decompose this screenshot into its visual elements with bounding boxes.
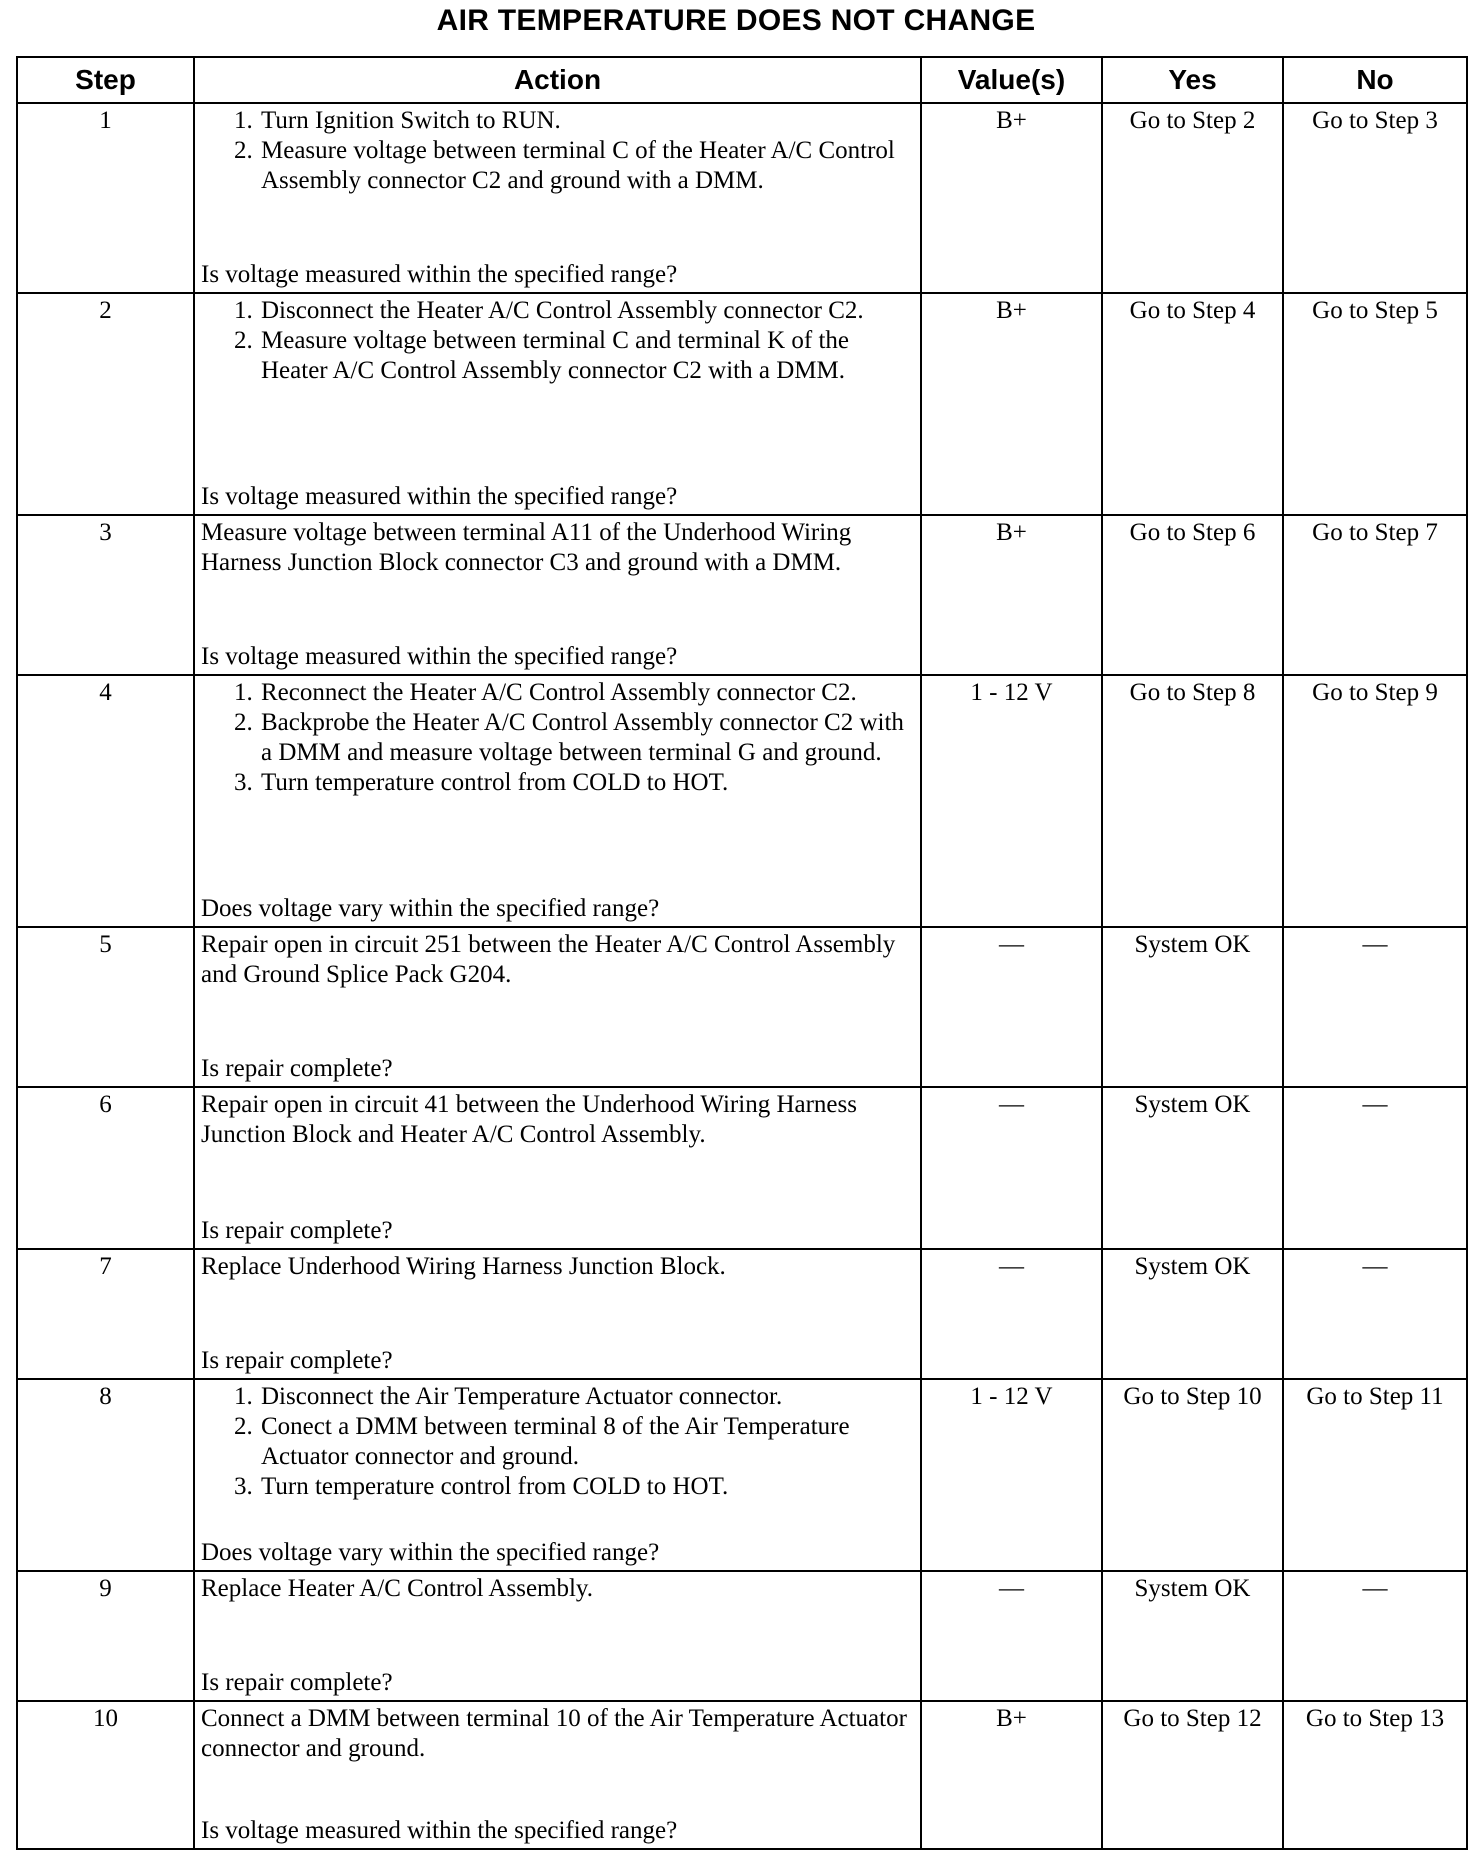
yes-cell: Go to Step 2 bbox=[1102, 103, 1283, 293]
table-row bbox=[17, 1571, 1467, 1701]
action-step-list bbox=[201, 678, 914, 798]
action-cell bbox=[194, 103, 921, 293]
action-instructions bbox=[201, 518, 914, 578]
values-cell: B+ bbox=[921, 515, 1102, 675]
action-question: Is voltage measured within the specified range? bbox=[201, 1817, 678, 1844]
action-question: Is voltage measured within the specified range? bbox=[201, 643, 678, 670]
action-question: Does voltage vary within the specified range? bbox=[201, 895, 660, 922]
header-yes: Yes bbox=[1102, 57, 1283, 103]
table-body bbox=[17, 103, 1467, 1849]
action-text: Replace Underhood Wiring Harness Junction Block. bbox=[201, 1253, 726, 1280]
table-row bbox=[17, 293, 1467, 515]
no-cell: Go to Step 11 bbox=[1283, 1379, 1467, 1571]
action-text: Replace Heater A/C Control Assembly. bbox=[201, 1575, 594, 1602]
action-step-item: 2. Measure voltage between terminal C of the Heater A/C Control Assembly connector C2 and ground with a DMM. bbox=[259, 136, 914, 196]
action-cell bbox=[194, 927, 921, 1087]
action-content bbox=[201, 1090, 914, 1246]
action-step-item: 1. Disconnect the Heater A/C Control Assembly connector C2. bbox=[259, 296, 914, 326]
yes-cell: Go to Step 10 bbox=[1102, 1379, 1283, 1571]
no-cell: Go to Step 7 bbox=[1283, 515, 1467, 675]
action-step-list bbox=[201, 296, 914, 386]
action-cell bbox=[194, 675, 921, 927]
action-step-list bbox=[201, 106, 914, 196]
yes-cell: System OK bbox=[1102, 1087, 1283, 1249]
table-row bbox=[17, 1087, 1467, 1249]
diagnostic-table bbox=[16, 56, 1468, 1850]
action-content bbox=[201, 518, 914, 672]
action-question: Is repair complete? bbox=[201, 1217, 393, 1244]
action-instructions bbox=[201, 1574, 914, 1604]
step-number-cell: 1 bbox=[17, 103, 194, 293]
yes-cell: System OK bbox=[1102, 1571, 1283, 1701]
action-cell bbox=[194, 1701, 921, 1849]
action-question: Is repair complete? bbox=[201, 1669, 393, 1696]
step-number-cell: 9 bbox=[17, 1571, 194, 1701]
action-text: Connect a DMM between terminal 10 of the Air Temperature Actuator connector and ground. bbox=[201, 1705, 907, 1762]
action-question: Is repair complete? bbox=[201, 1347, 393, 1374]
no-cell: — bbox=[1283, 927, 1467, 1087]
action-cell bbox=[194, 1571, 921, 1701]
page-title: AIR TEMPERATURE DOES NOT CHANGE bbox=[436, 4, 1036, 37]
action-step-item: 1. Turn Ignition Switch to RUN. bbox=[259, 106, 914, 136]
values-cell: 1 - 12 V bbox=[921, 1379, 1102, 1571]
action-step-item: 3. Turn temperature control from COLD to HOT. bbox=[259, 768, 914, 798]
action-instructions bbox=[201, 1252, 914, 1282]
action-content bbox=[201, 1252, 914, 1376]
values-cell: — bbox=[921, 1571, 1102, 1701]
table-row bbox=[17, 103, 1467, 293]
action-cell bbox=[194, 1087, 921, 1249]
action-step-list bbox=[201, 1382, 914, 1502]
yes-cell: Go to Step 8 bbox=[1102, 675, 1283, 927]
action-step-item: 2. Conect a DMM between terminal 8 of the Air Temperature Actuator connector and ground. bbox=[259, 1412, 914, 1472]
step-number-cell: 6 bbox=[17, 1087, 194, 1249]
action-question: Is voltage measured within the specified range? bbox=[201, 261, 678, 288]
values-cell: — bbox=[921, 927, 1102, 1087]
no-cell: Go to Step 5 bbox=[1283, 293, 1467, 515]
action-cell bbox=[194, 1379, 921, 1571]
values-cell: B+ bbox=[921, 1701, 1102, 1849]
action-content bbox=[201, 1574, 914, 1698]
yes-cell: Go to Step 6 bbox=[1102, 515, 1283, 675]
table-row bbox=[17, 675, 1467, 927]
header-no: No bbox=[1283, 57, 1467, 103]
action-content bbox=[201, 296, 914, 512]
action-step-item: 1. Reconnect the Heater A/C Control Assembly connector C2. bbox=[259, 678, 914, 708]
step-number-cell: 5 bbox=[17, 927, 194, 1087]
action-text: Repair open in circuit 251 between the Heater A/C Control Assembly and Ground Splice Pack G204. bbox=[201, 931, 896, 988]
action-content bbox=[201, 678, 914, 924]
action-instructions bbox=[201, 678, 914, 798]
table-header-row bbox=[17, 57, 1467, 103]
action-content bbox=[201, 1382, 914, 1568]
action-step-item: 2. Backprobe the Heater A/C Control Assembly connector C2 with a DMM and measure voltage between terminal G and ground. bbox=[259, 708, 914, 768]
values-cell: — bbox=[921, 1249, 1102, 1379]
action-instructions bbox=[201, 1704, 914, 1764]
table-row bbox=[17, 1249, 1467, 1379]
values-cell: — bbox=[921, 1087, 1102, 1249]
no-cell: — bbox=[1283, 1571, 1467, 1701]
action-instructions bbox=[201, 1090, 914, 1150]
table-row bbox=[17, 1379, 1467, 1571]
step-number-cell: 10 bbox=[17, 1701, 194, 1849]
no-cell: Go to Step 13 bbox=[1283, 1701, 1467, 1849]
action-step-item: 3. Turn temperature control from COLD to HOT. bbox=[259, 1472, 914, 1502]
action-step-item: 1. Disconnect the Air Temperature Actuator connector. bbox=[259, 1382, 914, 1412]
action-instructions bbox=[201, 930, 914, 990]
step-number-cell: 3 bbox=[17, 515, 194, 675]
table-row bbox=[17, 1701, 1467, 1849]
action-cell bbox=[194, 293, 921, 515]
yes-cell: System OK bbox=[1102, 1249, 1283, 1379]
values-cell: 1 - 12 V bbox=[921, 675, 1102, 927]
action-question: Is voltage measured within the specified range? bbox=[201, 483, 678, 510]
action-cell bbox=[194, 515, 921, 675]
yes-cell: Go to Step 4 bbox=[1102, 293, 1283, 515]
action-text: Measure voltage between terminal A11 of the Underhood Wiring Harness Junction Block connector C3 and ground with a DMM. bbox=[201, 519, 852, 576]
table-row bbox=[17, 927, 1467, 1087]
action-step-item: 2. Measure voltage between terminal C and terminal K of the Heater A/C Control Assembly connector C2 with a DMM. bbox=[259, 326, 914, 386]
action-text: Repair open in circuit 41 between the Underhood Wiring Harness Junction Block and Heater A/C Control Assembly. bbox=[201, 1091, 857, 1148]
values-cell: B+ bbox=[921, 293, 1102, 515]
action-cell bbox=[194, 1249, 921, 1379]
step-number-cell: 2 bbox=[17, 293, 194, 515]
action-content bbox=[201, 1704, 914, 1846]
header-step: Step bbox=[17, 57, 194, 103]
table-row bbox=[17, 515, 1467, 675]
action-content bbox=[201, 930, 914, 1084]
yes-cell: System OK bbox=[1102, 927, 1283, 1087]
no-cell: — bbox=[1283, 1249, 1467, 1379]
action-instructions bbox=[201, 296, 914, 386]
action-instructions bbox=[201, 106, 914, 196]
action-content bbox=[201, 106, 914, 290]
header-action: Action bbox=[194, 57, 921, 103]
no-cell: Go to Step 3 bbox=[1283, 103, 1467, 293]
no-cell: Go to Step 9 bbox=[1283, 675, 1467, 927]
step-number-cell: 7 bbox=[17, 1249, 194, 1379]
header-values: Value(s) bbox=[921, 57, 1102, 103]
step-number-cell: 4 bbox=[17, 675, 194, 927]
no-cell: — bbox=[1283, 1087, 1467, 1249]
action-instructions bbox=[201, 1382, 914, 1502]
action-question: Does voltage vary within the specified range? bbox=[201, 1539, 660, 1566]
yes-cell: Go to Step 12 bbox=[1102, 1701, 1283, 1849]
step-number-cell: 8 bbox=[17, 1379, 194, 1571]
values-cell: B+ bbox=[921, 103, 1102, 293]
action-question: Is repair complete? bbox=[201, 1055, 393, 1082]
